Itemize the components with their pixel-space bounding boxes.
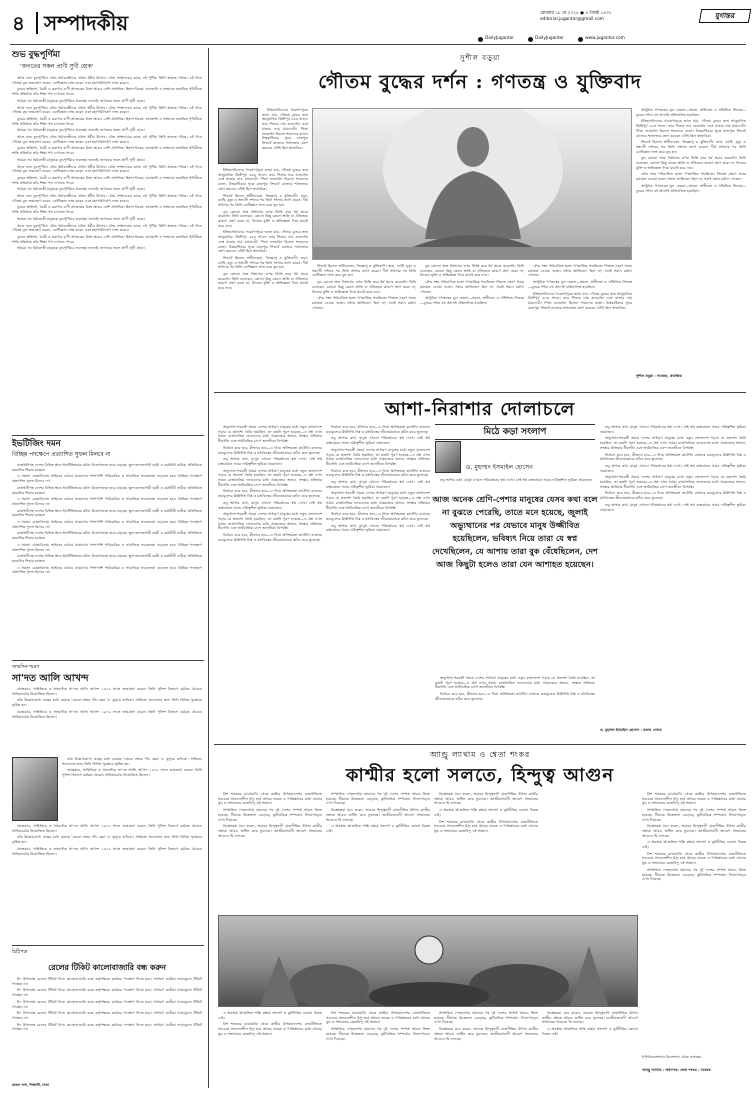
facebook-icon: [528, 37, 533, 42]
tribute-name: সা'দত আলি আখন্দ: [12, 673, 89, 684]
editorial-quote: 'জগতের সকল প্রাণী সুখী হোক': [20, 64, 94, 70]
article3-source: ই-ইন্টারন্যাশনাল রিলেশনস থেকে ভাষান্তর: [642, 1055, 702, 1059]
tribute-body-top: প্রবন্ধকার, সাহিত্যিক ও সাংবাদিক সা'দত আলি আখন্দ ১৯০৯ সালে জন্মগ্রহণ করেন। তিনি পুলিশ বিভাগে কর্মরত থেকেও সাহিত্যচর্চায় নিয়োজিত ছিলেন। তাঁর উল্লেখযোগ্য গ্রন্থের মধ্যে রয়েছে 'তেরো নম্বরে পাঁচ বছর' ও 'কুসুমে কণ্টকে'। সাহিত্যে অবদানের জন্য তিনি বিভিন্ন পুরস্কারে ভূষিত হন। প্রবন্ধকার, সাহিত্যিক ও সাংবাদিক সা'দত আলি আখন্দ ১৯০৯ সালে জন্মগ্রহণ করেন। তিনি পুলিশ বিভাগে কর্মরত থেকেও সাহিত্যচর্চায় নিয়োজিত ছিলেন।: [12, 687, 202, 719]
article1-body-c: সিদ্ধার্থ ছিলেন স্বাধীনচেতা, জিজ্ঞাসু ও যুক্তিবাদী। জরা, ব্যাধি, মৃত্যু ও সন্ন্যাসী দর্শনের পর তিনি সংসার ত্যাগ করেন। দীর্ঘ সাধনার পর তিনি বোধিজ্ঞান লাভ করে বুদ্ধ হন। বুদ্ধ কোনো অন্ধ বিশ্বাসের ওপর ভিত্তি করে ধর্ম প্রচার করেননি। তিনি বলেছেন, কোনো কিছু কেবল শ্রুতি বা ঐতিহ্যের কারণে গ্রহণ করো না; নিজের যুক্তি ও অভিজ্ঞতা দিয়ে যাচাই করে নাও। বৌদ্ধ সংঘ পরিচালিত হতো গণতান্ত্রিক পদ্ধতিতে। সিদ্ধান্ত গ্রহণে সবার মতামত নেওয়া হতো। সংঘে জাতিভেদ ছিল না; সবাই সমান মর্যাদা পেতেন।: [312, 264, 416, 310]
social-bar: [478, 36, 625, 42]
header-date: [540, 11, 612, 23]
date-line: রোববার ১৮ মে ২০২৫ ● ৪ জ্যৈষ্ঠ ১৪৩২: [540, 11, 612, 16]
article2-author: ড. মুহাম্মদ ইসমাইল হোসেন: [466, 464, 533, 471]
editorial-body: রাজধানীসহ দেশের বিভিন্ন স্থানে ইভটিজিংয়ের ঘটনা উদ্বেগজনক হারে বাড়ছে। স্কুল-কলেজগামী ছাত্রী ও কর্মজীবী নারীরা প্রতিনিয়ত হয়রানির শিকার হচ্ছেন। এ সমস্যা মোকাবিলায় আইনের কঠোর প্রয়োগের পাশাপাশি পারিবারিক ও সামাজিক সচেতনতা বাড়াতে হবে। বিচ্ছিন্ন পদক্ষেপে প্রত্যাশিত সুফল মিলবে না। রাজধানীসহ দেশের বিভিন্ন স্থানে ইভটিজিংয়ের ঘটনা উদ্বেগজনক হারে বাড়ছে। স্কুল-কলেজগামী ছাত্রী ও কর্মজীবী নারীরা প্রতিনিয়ত হয়রানির শিকার হচ্ছেন। এ সমস্যা মোকাবিলায় আইনের কঠোর প্রয়োগের পাশাপাশি পারিবারিক ও সামাজিক সচেতনতা বাড়াতে হবে। বিচ্ছিন্ন পদক্ষেপে প্রত্যাশিত সুফল মিলবে না। রাজধানীসহ দেশের বিভিন্ন স্থানে ইভটিজিংয়ের ঘটনা উদ্বেগজনক হারে বাড়ছে। স্কুল-কলেজগামী ছাত্রী ও কর্মজীবী নারীরা প্রতিনিয়ত হয়রানির শিকার হচ্ছেন। এ সমস্যা মোকাবিলায় আইনের কঠোর প্রয়োগের পাশাপাশি পারিবারিক ও সামাজিক সচেতনতা বাড়াতে হবে। বিচ্ছিন্ন পদক্ষেপে প্রত্যাশিত সুফল মিলবে না। রাজধানীসহ দেশের বিভিন্ন স্থানে ইভটিজিংয়ের ঘটনা উদ্বেগজনক হারে বাড়ছে। স্কুল-কলেজগামী ছাত্রী ও কর্মজীবী নারীরা প্রতিনিয়ত হয়রানির শিকার হচ্ছেন। এ সমস্যা মোকাবিলায় আইনের কঠোর প্রয়োগের পাশাপাশি পারিবারিক ও সামাজিক সচেতনতা বাড়াতে হবে। বিচ্ছিন্ন পদক্ষেপে প্রত্যাশিত সুফল মিলবে না। রাজধানীসহ দেশের বিভিন্ন স্থানে ইভটিজিংয়ের ঘটনা উদ্বেগজনক হারে বাড়ছে। স্কুল-কলেজগামী ছাত্রী ও কর্মজীবী নারীরা প্রতিনিয়ত হয়রানির শিকার হচ্ছেন। এ সমস্যা মোকাবিলায় আইনের কঠোর প্রয়োগের পাশাপাশি পারিবারিক ও সামাজিক সচেতনতা বাড়াতে হবে। বিচ্ছিন্ন পদক্ষেপে প্রত্যাশিত সুফল মিলবে না।: [12, 463, 202, 575]
divider: [12, 435, 204, 436]
article2-headline: আশা-নিরাশার দোলাচলে: [384, 399, 576, 420]
article2-body-e: তবু আশার কথা, মানুষ এখনো পরিবর্তনের স্বপ্ন দেখে। সেই স্বপ্ন বাস্তবায়নে সবার দায়িত্বশীল ভূমিকা প্রয়োজন। অভ্যুত্থান-পরবর্তী সময়ে দেশের সাধারণ মানুষের মধ্যে নতুন বাংলাদেশ গড়ার যে প্রত্যাশা তৈরি হয়েছিল, তা কতটা পূরণ হয়েছে—এ প্রশ্ন এখন সর্বত্র। রাজনৈতিক দলগুলোর মধ্যে ঐকমত্যের অভাব, সংস্কার প্রক্রিয়ার ধীরগতি এবং অর্থনৈতিক চাপে জনজীবন বিপর্যস্ত। নির্বাচন কবে হবে, কীভাবে হবে—এ নিয়ে অনিশ্চয়তা কাটেনি। বাজারে দ্রব্যমূল্যের ঊর্ধ্বগতি নিম্ন ও মধ্যবিত্তের জীবনযাত্রাকে কঠিন করে তুলেছে। তবু আশার কথা, মানুষ এখনো পরিবর্তনের স্বপ্ন দেখে। সেই স্বপ্ন বাস্তবায়নে সবার দায়িত্বশীল ভূমিকা প্রয়োজন। অভ্যুত্থান-পরবর্তী সময়ে দেশের সাধারণ মানুষের মধ্যে নতুন বাংলাদেশ গড়ার যে প্রত্যাশা তৈরি হয়েছিল, তা কতটা পূরণ হয়েছে—এ প্রশ্ন এখন সর্বত্র। রাজনৈতিক দলগুলোর মধ্যে ঐকমত্যের অভাব, সংস্কার প্রক্রিয়ার ধীরগতি এবং অর্থনৈতিক চাপে জনজীবন বিপর্যস্ত। নির্বাচন কবে হবে, কীভাবে হবে—এ নিয়ে অনিশ্চয়তা কাটেনি। বাজারে দ্রব্যমূল্যের ঊর্ধ্বগতি নিম্ন ও মধ্যবিত্তের জীবনযাত্রাকে কঠিন করে তুলেছে। তবু আশার কথা, মানুষ এখনো পরিবর্তনের স্বপ্ন দেখে। সেই স্বপ্ন বাস্তবায়নে সবার দায়িত্বশীল ভূমিকা প্রয়োজন।: [600, 425, 746, 512]
editorial-eve-teasing: [12, 439, 202, 663]
left-column-divider: [208, 48, 209, 1088]
article1-author: সুশীল বড়ুয়া: [459, 54, 501, 62]
social-website[interactable]: www.jugantor.com: [578, 36, 625, 42]
article2-credit: ড. মুহাম্মদ ইসমাইল হোসেন : কলাম লেখক: [600, 728, 662, 732]
divider: [12, 945, 204, 946]
buddha-statue-image: [312, 108, 632, 260]
article1-body-d: বুদ্ধ কোনো অন্ধ বিশ্বাসের ওপর ভিত্তি করে ধর্ম প্রচার করেননি। তিনি বলেছেন, কোনো কিছু কেবল শ্রুতি বা ঐতিহ্যের কারণে গ্রহণ করো না; নিজের যুক্তি ও অভিজ্ঞতা দিয়ে যাচাই করে নাও। বৌদ্ধ সংঘ পরিচালিত হতো গণতান্ত্রিক পদ্ধতিতে। সিদ্ধান্ত গ্রহণে সবার মতামত নেওয়া হতো। সংঘে জাতিভেদ ছিল না; সবাই সমান মর্যাদা পেতেন। আধুনিক গণতন্ত্রের মূল চেতনা—সমতা, স্বাধীনতা ও সম্মিলিত সিদ্ধান্ত—বুদ্ধের দর্শনে বহু আগেই প্রতিফলিত হয়েছিল।: [420, 264, 524, 305]
article1-credit: সুশীল বড়ুয়া : গবেষক, প্রাবন্ধিক: [636, 374, 682, 378]
globe-icon: [578, 37, 583, 42]
article1-body-a: ইতিহাসবিদদের গবেষণাসূত্রে জানা যায়, গৌতম বুদ্ধের জন্ম আনুমানিক খ্রিস্টপূর্ব ৫৬৩ সালে। তার পিতার নাম শুদ্ধোধন এবং মাতার নাম মায়াদেবী। পিতা শুদ্ধোধন ছিলেন শাক্যদের রাজা। উত্তরাধিকার সূত্রে রাজপুত্র সিদ্ধার্থ রাজ্যের শাসনভার গ্রহণ করবেন এটাই ছিল স্বাভাবিক।: [262, 108, 308, 150]
article2-body-b: নির্বাচন কবে হবে, কীভাবে হবে—এ নিয়ে অনিশ্চয়তা কাটেনি। বাজারে দ্রব্যমূল্যের ঊর্ধ্বগতি নিম্ন ও মধ্যবিত্তের জীবনযাত্রাকে কঠিন করে তুলেছে। তবু আশার কথা, মানুষ এখনো পরিবর্তনের স্বপ্ন দেখে। সেই স্বপ্ন বাস্তবায়নে সবার দায়িত্বশীল ভূমিকা প্রয়োজন। অভ্যুত্থান-পরবর্তী সময়ে দেশের সাধারণ মানুষের মধ্যে নতুন বাংলাদেশ গড়ার যে প্রত্যাশা তৈরি হয়েছিল, তা কতটা পূরণ হয়েছে—এ প্রশ্ন এখন সর্বত্র। রাজনৈতিক দলগুলোর মধ্যে ঐকমত্যের অভাব, সংস্কার প্রক্রিয়ার ধীরগতি এবং অর্থনৈতিক চাপে জনজীবন বিপর্যস্ত। নির্বাচন কবে হবে, কীভাবে হবে—এ নিয়ে অনিশ্চয়তা কাটেনি। বাজারে দ্রব্যমূল্যের ঊর্ধ্বগতি নিম্ন ও মধ্যবিত্তের জীবনযাত্রাকে কঠিন করে তুলেছে। তবু আশার কথা, মানুষ এখনো পরিবর্তনের স্বপ্ন দেখে। সেই স্বপ্ন বাস্তবায়নে সবার দায়িত্বশীল ভূমিকা প্রয়োজন। অভ্যুত্থান-পরবর্তী সময়ে দেশের সাধারণ মানুষের মধ্যে নতুন বাংলাদেশ গড়ার যে প্রত্যাশা তৈরি হয়েছিল, তা কতটা পূরণ হয়েছে—এ প্রশ্ন এখন সর্বত্র। রাজনৈতিক দলগুলোর মধ্যে ঐকমত্যের অভাব, সংস্কার প্রক্রিয়ার ধীরগতি এবং অর্থনৈতিক চাপে জনজীবন বিপর্যস্ত। নির্বাচন কবে হবে, কীভাবে হবে—এ নিয়ে অনিশ্চয়তা কাটেনি। বাজারে দ্রব্যমূল্যের ঊর্ধ্বগতি নিম্ন ও মধ্যবিত্তের জীবনযাত্রাকে কঠিন করে তুলেছে। তবু আশার কথা, মানুষ এখনো পরিবর্তনের স্বপ্ন দেখে। সেই স্বপ্ন বাস্তবায়নে সবার দায়িত্বশীল ভূমিকা প্রয়োজন।: [326, 425, 430, 533]
newspaper-logo: যুগান্তর: [699, 9, 751, 23]
article3-authors: অ্যান্ড্রু ল্যাথাম ও শ্বেতা শংকর: [429, 750, 531, 759]
header-rule: [10, 44, 746, 45]
article2-body-c: তবু আশার কথা, মানুষ এখনো পরিবর্তনের স্বপ্ন দেখে। সেই স্বপ্ন বাস্তবায়নে সবার দায়িত্বশীল ভূমিকা প্রয়োজন।: [440, 478, 593, 482]
article3-body-c: বিশ্লেষকরা মনে করেন, ভারতে হিন্দুত্ববাদী রাজনীতির উত্থান কাশ্মীর প্রশ্নকে আরও জটিল করে তুলেছে। জাতীয়তাবাদী আবেগ সংঘাতের আগুনে ঘি ঢালছে। এ অবস্থায় আঞ্চলিক শান্তি রক্ষায় সংলাপ ও কূটনীতির কোনো বিকল্প নেই। বিশ শতকের মাঝামাঝি থেকে কাশ্মীর উপমহাদেশের রাজনীতিতে সবচেয়ে সংবেদনশীল ইস্যু হয়ে আছে। ভারত ও পাকিস্তানের মধ্যে বহুবার যুদ্ধ ও সংঘাতের কেন্দ্রবিন্দু এই অঞ্চল।: [434, 792, 538, 833]
kashmir-protest-image: [218, 915, 638, 1007]
article3-body-h: বিশ শতকের মাঝামাঝি থেকে কাশ্মীর উপমহাদেশের রাজনীতিতে সবচেয়ে সংবেদনশীল ইস্যু হয়ে আছে। ভারত ও পাকিস্তানের মধ্যে বহুবার যুদ্ধ ও সংঘাতের কেন্দ্রবিন্দু এই অঞ্চল। সাম্প্রতিক পেহেলগাম হামলার পর দুই দেশের সম্পর্ক আরও তিক্ত হয়েছে। সীমান্তে উত্তেজনা বেড়েছে, কূটনৈতিক সম্পর্কেও টানাপোড়েন দেখা দিয়েছে। বিশ্লেষকরা মনে করেন, ভারতে হিন্দুত্ববাদী রাজনীতির উত্থান কাশ্মীর প্রশ্নকে আরও জটিল করে তুলেছে। জাতীয়তাবাদী আবেগ সংঘাতের আগুনে ঘি ঢালছে। এ অবস্থায় আঞ্চলিক শান্তি রক্ষায় সংলাপ ও কূটনীতির কোনো বিকল্প নেই। বিশ শতকের মাঝামাঝি থেকে কাশ্মীর উপমহাদেশের রাজনীতিতে সবচেয়ে সংবেদনশীল ইস্যু হয়ে আছে। ভারত ও পাকিস্তানের মধ্যে বহুবার যুদ্ধ ও সংঘাতের কেন্দ্রবিন্দু এই অঞ্চল। সাম্প্রতিক পেহেলগাম হামলার পর দুই দেশের সম্পর্ক আরও তিক্ত হয়েছে। সীমান্তে উত্তেজনা বেড়েছে, কূটনৈতিক সম্পর্কেও টানাপোড়েন দেখা দিয়েছে।: [642, 792, 746, 882]
tribute-body-side: তাঁর উল্লেখযোগ্য গ্রন্থের মধ্যে রয়েছে 'তেরো নম্বরে পাঁচ বছর' ও 'কুসুমে কণ্টকে'। সাহিত্যে অবদানের জন্য তিনি বিভিন্ন পুরস্কারে ভূষিত হন। প্রবন্ধকার, সাহিত্যিক ও সাংবাদিক সা'দত আলি আখন্দ ১৯০৯ সালে জন্মগ্রহণ করেন। তিনি পুলিশ বিভাগে কর্মরত থেকেও সাহিত্যচর্চায় নিয়োজিত ছিলেন।: [62, 757, 202, 778]
tribute-kicker: জন্মদিন-স্মরণ: [12, 664, 40, 670]
x-icon: [478, 37, 483, 42]
protest-crowd-icon: [219, 916, 638, 1007]
article3-body-e: বিশ শতকের মাঝামাঝি থেকে কাশ্মীর উপমহাদেশের রাজনীতিতে সবচেয়ে সংবেদনশীল ইস্যু হয়ে আছে। ভারত ও পাকিস্তানের মধ্যে বহুবার যুদ্ধ ও সংঘাতের কেন্দ্রবিন্দু এই অঞ্চল। সাম্প্রতিক পেহেলগাম হামলার পর দুই দেশের সম্পর্ক আরও তিক্ত হয়েছে। সীমান্তে উত্তেজনা বেড়েছে, কূটনৈতিক সম্পর্কেও টানাপোড়েন দেখা দিয়েছে।: [326, 1011, 430, 1041]
article2-kicker: মিঠে কড়া সংলাপ: [435, 424, 595, 440]
letters-signature: রাজন দাস, শিক্ষার্থী, ঢাকা: [12, 1083, 50, 1087]
article2-author-photo: [435, 441, 461, 473]
article3-body-d: এ অবস্থায় আঞ্চলিক শান্তি রক্ষায় সংলাপ ও কূটনীতির কোনো বিকল্প নেই। বিশ শতকের মাঝামাঝি থেকে কাশ্মীর উপমহাদেশের রাজনীতিতে সবচেয়ে সংবেদনশীল ইস্যু হয়ে আছে। ভারত ও পাকিস্তানের মধ্যে বহুবার যুদ্ধ ও সংঘাতের কেন্দ্রবিন্দু এই অঞ্চল।: [218, 1011, 322, 1036]
article1-body-e: বৌদ্ধ সংঘ পরিচালিত হতো গণতান্ত্রিক পদ্ধতিতে। সিদ্ধান্ত গ্রহণে সবার মতামত নেওয়া হতো। সংঘে জাতিভেদ ছিল না; সবাই সমান মর্যাদা পেতেন। আধুনিক গণতন্ত্রের মূল চেতনা—সমতা, স্বাধীনতা ও সম্মিলিত সিদ্ধান্ত—বুদ্ধের দর্শনে বহু আগেই প্রতিফলিত হয়েছিল। ইতিহাসবিদদের গবেষণাসূত্রে জানা যায়, গৌতম বুদ্ধের জন্ম আনুমানিক খ্রিস্টপূর্ব ৫৬৩ সালে। তার পিতার নাম শুদ্ধোধন এবং মাতার নাম মায়াদেবী। পিতা শুদ্ধোধন ছিলেন শাক্যদের রাজা। উত্তরাধিকার সূত্রে রাজপুত্র সিদ্ধার্থ রাজ্যের শাসনভার গ্রহণ করবেন এটাই ছিল স্বাভাবিক।: [528, 264, 632, 310]
article3-headline: কাশ্মীর হলো সলতে, হিন্দুত্ব আগুন: [345, 765, 615, 786]
editorial-buddha-purnima: [12, 50, 202, 448]
article3-body-f: সাম্প্রতিক পেহেলগাম হামলার পর দুই দেশের সম্পর্ক আরও তিক্ত হয়েছে। সীমান্তে উত্তেজনা বেড়েছে, কূটনৈতিক সম্পর্কেও টানাপোড়েন দেখা দিয়েছে। বিশ্লেষকরা মনে করেন, ভারতে হিন্দুত্ববাদী রাজনীতির উত্থান কাশ্মীর প্রশ্নকে আরও জটিল করে তুলেছে। জাতীয়তাবাদী আবেগ সংঘাতের আগুনে ঘি ঢালছে।: [434, 1011, 538, 1041]
article2-body-d: অভ্যুত্থান-পরবর্তী সময়ে দেশের সাধারণ মানুষের মধ্যে নতুন বাংলাদেশ গড়ার যে প্রত্যাশা তৈরি হয়েছিল, তা কতটা পূরণ হয়েছে—এ প্রশ্ন এখন সর্বত্র। রাজনৈতিক দলগুলোর মধ্যে ঐকমত্যের অভাব, সংস্কার প্রক্রিয়ার ধীরগতি এবং অর্থনৈতিক চাপে জনজীবন বিপর্যস্ত। নির্বাচন কবে হবে, কীভাবে হবে—এ নিয়ে অনিশ্চয়তা কাটেনি। বাজারে দ্রব্যমূল্যের ঊর্ধ্বগতি নিম্ন ও মধ্যবিত্তের জীবনযাত্রাকে কঠিন করে তুলেছে।: [435, 676, 595, 701]
article1-author-photo: [218, 108, 258, 164]
section-title: সম্পাদকীয়: [36, 12, 128, 34]
article3-body-a: বিশ শতকের মাঝামাঝি থেকে কাশ্মীর উপমহাদেশের রাজনীতিতে সবচেয়ে সংবেদনশীল ইস্যু হয়ে আছে। ভারত ও পাকিস্তানের মধ্যে বহুবার যুদ্ধ ও সংঘাতের কেন্দ্রবিন্দু এই অঞ্চল। সাম্প্রতিক পেহেলগাম হামলার পর দুই দেশের সম্পর্ক আরও তিক্ত হয়েছে। সীমান্তে উত্তেজনা বেড়েছে, কূটনৈতিক সম্পর্কেও টানাপোড়েন দেখা দিয়েছে। বিশ্লেষকরা মনে করেন, ভারতে হিন্দুত্ববাদী রাজনীতির উত্থান কাশ্মীর প্রশ্নকে আরও জটিল করে তুলেছে। জাতীয়তাবাদী আবেগ সংঘাতের আগুনে ঘি ঢালছে।: [218, 792, 322, 838]
article3-body-b: সাম্প্রতিক পেহেলগাম হামলার পর দুই দেশের সম্পর্ক আরও তিক্ত হয়েছে। সীমান্তে উত্তেজনা বেড়েছে, কূটনৈতিক সম্পর্কেও টানাপোড়েন দেখা দিয়েছে। বিশ্লেষকরা মনে করেন, ভারতে হিন্দুত্ববাদী রাজনীতির উত্থান কাশ্মীর প্রশ্নকে আরও জটিল করে তুলেছে। জাতীয়তাবাদী আবেগ সংঘাতের আগুনে ঘি ঢালছে। এ অবস্থায় আঞ্চলিক শান্তি রক্ষায় সংলাপ ও কূটনীতির কোনো বিকল্প নেই।: [326, 792, 430, 833]
page-number: ৪: [12, 11, 25, 35]
email-line: editorial.jugantor@gmail.com: [540, 17, 604, 22]
social-facebook[interactable]: DailyJugantor: [528, 36, 564, 42]
social-x[interactable]: DailyJugantor: [478, 36, 514, 42]
article3-body-g: বিশ্লেষকরা মনে করেন, ভারতে হিন্দুত্ববাদী রাজনীতির উত্থান কাশ্মীর প্রশ্নকে আরও জটিল করে তুলেছে। জাতীয়তাবাদী আবেগ সংঘাতের আগুনে ঘি ঢালছে। এ অবস্থায় আঞ্চলিক শান্তি রক্ষায় সংলাপ ও কূটনীতির কোনো বিকল্প নেই।: [542, 1011, 638, 1036]
divider: [12, 660, 204, 661]
tribute-body-bottom: প্রবন্ধকার, সাহিত্যিক ও সাংবাদিক সা'দত আলি আখন্দ ১৯০৯ সালে জন্মগ্রহণ করেন। তিনি পুলিশ বিভাগে কর্মরত থেকেও সাহিত্যচর্চায় নিয়োজিত ছিলেন। তাঁর উল্লেখযোগ্য গ্রন্থের মধ্যে রয়েছে 'তেরো নম্বরে পাঁচ বছর' ও 'কুসুমে কণ্টকে'। সাহিত্যে অবদানের জন্য তিনি বিভিন্ন পুরস্কারে ভূষিত হন। প্রবন্ধকার, সাহিত্যিক ও সাংবাদিক সা'দত আলি আখন্দ ১৯০৯ সালে জন্মগ্রহণ করেন। তিনি পুলিশ বিভাগে কর্মরত থেকেও সাহিত্যচর্চায় নিয়োজিত ছিলেন।: [12, 824, 202, 856]
article1-headline: গৌতম বুদ্ধের দর্শন : গণতন্ত্র ও যুক্তিবাদ: [318, 71, 642, 93]
article2-pull-quote: আজ অনেক শ্রেণি-পেশার মানুষের যেসব কথা বলে না বুঝতে পেরেছি, তাতে মনে হয়েছে, জুলাই অভ্যুত্থানের পর যেভাবে মানুষ উজ্জীবিত হয়েছিলেন, ভবিষ্যৎ নিয়ে তারা যে স্বপ্ন দেখেছিলেন, যে আশায় তারা বুক বেঁধেছিলেন, দেশ আজ কিছুটা হলেও তারা যেন আশাহত হয়েছেন।: [432, 494, 598, 569]
article1-body-f: আধুনিক গণতন্ত্রের মূল চেতনা—সমতা, স্বাধীনতা ও সম্মিলিত সিদ্ধান্ত—বুদ্ধের দর্শনে বহু আগেই প্রতিফলিত হয়েছিল। ইতিহাসবিদদের গবেষণাসূত্রে জানা যায়, গৌতম বুদ্ধের জন্ম আনুমানিক খ্রিস্টপূর্ব ৫৬৩ সালে। তার পিতার নাম শুদ্ধোধন এবং মাতার নাম মায়াদেবী। পিতা শুদ্ধোধন ছিলেন শাক্যদের রাজা। উত্তরাধিকার সূত্রে রাজপুত্র সিদ্ধার্থ রাজ্যের শাসনভার গ্রহণ করবেন এটাই ছিল স্বাভাবিক। সিদ্ধার্থ ছিলেন স্বাধীনচেতা, জিজ্ঞাসু ও যুক্তিবাদী। জরা, ব্যাধি, মৃত্যু ও সন্ন্যাসী দর্শনের পর তিনি সংসার ত্যাগ করেন। দীর্ঘ সাধনার পর তিনি বোধিজ্ঞান লাভ করে বুদ্ধ হন। বুদ্ধ কোনো অন্ধ বিশ্বাসের ওপর ভিত্তি করে ধর্ম প্রচার করেননি। তিনি বলেছেন, কোনো কিছু কেবল শ্রুতি বা ঐতিহ্যের কারণে গ্রহণ করো না; নিজের যুক্তি ও অভিজ্ঞতা দিয়ে যাচাই করে নাও। বৌদ্ধ সংঘ পরিচালিত হতো গণতান্ত্রিক পদ্ধতিতে। সিদ্ধান্ত গ্রহণে সবার মতামত নেওয়া হতো। সংঘে জাতিভেদ ছিল না; সবাই সমান মর্যাদা পেতেন। আধুনিক গণতন্ত্রের মূল চেতনা—সমতা, স্বাধীনতা ও সম্মিলিত সিদ্ধান্ত—বুদ্ধের দর্শনে বহু আগেই প্রতিফলিত হয়েছিল।: [636, 108, 746, 193]
letters-kicker: চিঠিপত্র: [12, 949, 28, 955]
editorial-title: ইভটিজিং দমন: [12, 439, 61, 449]
article1-body-b: ইতিহাসবিদদের গবেষণাসূত্রে জানা যায়, গৌতম বুদ্ধের জন্ম আনুমানিক খ্রিস্টপূর্ব ৫৬৩ সালে। তার পিতার নাম শুদ্ধোধন এবং মাতার নাম মায়াদেবী। পিতা শুদ্ধোধন ছিলেন শাক্যদের রাজা। উত্তরাধিকার সূত্রে রাজপুত্র সিদ্ধার্থ রাজ্যের শাসনভার গ্রহণ করবেন এটাই ছিল স্বাভাবিক। সিদ্ধার্থ ছিলেন স্বাধীনচেতা, জিজ্ঞাসু ও যুক্তিবাদী। জরা, ব্যাধি, মৃত্যু ও সন্ন্যাসী দর্শনের পর তিনি সংসার ত্যাগ করেন। দীর্ঘ সাধনার পর তিনি বোধিজ্ঞান লাভ করে বুদ্ধ হন। বুদ্ধ কোনো অন্ধ বিশ্বাসের ওপর ভিত্তি করে ধর্ম প্রচার করেননি। তিনি বলেছেন, কোনো কিছু কেবল শ্রুতি বা ঐতিহ্যের কারণে গ্রহণ করো না; নিজের যুক্তি ও অভিজ্ঞতা দিয়ে যাচাই করে নাও। ইতিহাসবিদদের গবেষণাসূত্রে জানা যায়, গৌতম বুদ্ধের জন্ম আনুমানিক খ্রিস্টপূর্ব ৫৬৩ সালে। তার পিতার নাম শুদ্ধোধন এবং মাতার নাম মায়াদেবী। পিতা শুদ্ধোধন ছিলেন শাক্যদের রাজা। উত্তরাধিকার সূত্রে রাজপুত্র সিদ্ধার্থ রাজ্যের শাসনভার গ্রহণ করবেন এটাই ছিল স্বাভাবিক। সিদ্ধার্থ ছিলেন স্বাধীনচেতা, জিজ্ঞাসু ও যুক্তিবাদী। জরা, ব্যাধি, মৃত্যু ও সন্ন্যাসী দর্শনের পর তিনি সংসার ত্যাগ করেন। দীর্ঘ সাধনার পর তিনি বোধিজ্ঞান লাভ করে বুদ্ধ হন। বুদ্ধ কোনো অন্ধ বিশ্বাসের ওপর ভিত্তি করে ধর্ম প্রচার করেননি। তিনি বলেছেন, কোনো কিছু কেবল শ্রুতি বা ঐতিহ্যের কারণে গ্রহণ করো না; নিজের যুক্তি ও অভিজ্ঞতা দিয়ে যাচাই করে নাও।: [218, 168, 308, 291]
article2-body-a: অভ্যুত্থান-পরবর্তী সময়ে দেশের সাধারণ মানুষের মধ্যে নতুন বাংলাদেশ গড়ার যে প্রত্যাশা তৈরি হয়েছিল, তা কতটা পূরণ হয়েছে—এ প্রশ্ন এখন সর্বত্র। রাজনৈতিক দলগুলোর মধ্যে ঐকমত্যের অভাব, সংস্কার প্রক্রিয়ার ধীরগতি এবং অর্থনৈতিক চাপে জনজীবন বিপর্যস্ত। নির্বাচন কবে হবে, কীভাবে হবে—এ নিয়ে অনিশ্চয়তা কাটেনি। বাজারে দ্রব্যমূল্যের ঊর্ধ্বগতি নিম্ন ও মধ্যবিত্তের জীবনযাত্রাকে কঠিন করে তুলেছে। তবু আশার কথা, মানুষ এখনো পরিবর্তনের স্বপ্ন দেখে। সেই স্বপ্ন বাস্তবায়নে সবার দায়িত্বশীল ভূমিকা প্রয়োজন। অভ্যুত্থান-পরবর্তী সময়ে দেশের সাধারণ মানুষের মধ্যে নতুন বাংলাদেশ গড়ার যে প্রত্যাশা তৈরি হয়েছিল, তা কতটা পূরণ হয়েছে—এ প্রশ্ন এখন সর্বত্র। রাজনৈতিক দলগুলোর মধ্যে ঐকমত্যের অভাব, সংস্কার প্রক্রিয়ার ধীরগতি এবং অর্থনৈতিক চাপে জনজীবন বিপর্যস্ত। নির্বাচন কবে হবে, কীভাবে হবে—এ নিয়ে অনিশ্চয়তা কাটেনি। বাজারে দ্রব্যমূল্যের ঊর্ধ্বগতি নিম্ন ও মধ্যবিত্তের জীবনযাত্রাকে কঠিন করে তুলেছে। তবু আশার কথা, মানুষ এখনো পরিবর্তনের স্বপ্ন দেখে। সেই স্বপ্ন বাস্তবায়নে সবার দায়িত্বশীল ভূমিকা প্রয়োজন। অভ্যুত্থান-পরবর্তী সময়ে দেশের সাধারণ মানুষের মধ্যে নতুন বাংলাদেশ গড়ার যে প্রত্যাশা তৈরি হয়েছিল, তা কতটা পূরণ হয়েছে—এ প্রশ্ন এখন সর্বত্র। রাজনৈতিক দলগুলোর মধ্যে ঐকমত্যের অভাব, সংস্কার প্রক্রিয়ার ধীরগতি এবং অর্থনৈতিক চাপে জনজীবন বিপর্যস্ত। নির্বাচন কবে হবে, কীভাবে হবে—এ নিয়ে অনিশ্চয়তা কাটেনি। বাজারে দ্রব্যমূল্যের ঊর্ধ্বগতি নিম্ন ও মধ্যবিত্তের জীবনযাত্রাকে কঠিন করে তুলেছে।: [218, 425, 322, 542]
letters-title: রেলের টিকিট কালোবাজারি বন্ধ করুন: [48, 963, 166, 972]
letters-box: [12, 949, 202, 1088]
tribute-box: [12, 664, 202, 896]
tribute-portrait: [12, 757, 58, 821]
letters-body: ঈদ উপলক্ষে রেলের টিকিট নিয়ে কালোবাজারি বন্ধে কর্তৃপক্ষকে কার্যকর পদক্ষেপ নিতে হবে। সাধারণ যাত্রীরা ন্যায্যমূল্যে টিকিট পাচ্ছেন না। ঈদ উপলক্ষে রেলের টিকিট নিয়ে কালোবাজারি বন্ধে কর্তৃপক্ষকে কার্যকর পদক্ষেপ নিতে হবে। সাধারণ যাত্রীরা ন্যায্যমূল্যে টিকিট পাচ্ছেন না। ঈদ উপলক্ষে রেলের টিকিট নিয়ে কালোবাজারি বন্ধে কর্তৃপক্ষকে কার্যকর পদক্ষেপ নিতে হবে। সাধারণ যাত্রীরা ন্যায্যমূল্যে টিকিট পাচ্ছেন না। ঈদ উপলক্ষে রেলের টিকিট নিয়ে কালোবাজারি বন্ধে কর্তৃপক্ষকে কার্যকর পদক্ষেপ নিতে হবে। সাধারণ যাত্রীরা ন্যায্যমূল্যে টিকিট পাচ্ছেন না। ঈদ উপলক্ষে রেলের টিকিট নিয়ে কালোবাজারি বন্ধে কর্তৃপক্ষকে কার্যকর পদক্ষেপ নিতে হবে। সাধারণ যাত্রীরা ন্যায্যমূল্যে টিকিট পাচ্ছেন না।: [12, 977, 202, 1032]
buddha-figure-icon: [313, 109, 632, 260]
editorial-subtitle: বিচ্ছিন্ন পদক্ষেপে প্রত্যাশিত সুফল মিলবে না: [12, 452, 111, 458]
article3-credit: অ্যান্ড্রু ল্যাথাম : অধ্যাপক; শ্বেতা শংকর : গবেষক: [642, 1068, 711, 1072]
divider: [214, 392, 746, 393]
editorial-title: শুভ বুদ্ধপূর্ণিমা: [12, 50, 61, 60]
editorial-body: আজ শুভ বুদ্ধপূর্ণিমা। বৌদ্ধ ধর্মাবলম্বীদের প্রধান ধর্মীয় উৎসব। বৌদ্ধ সম্প্রদায়ের কাছে এই পূর্ণিমা তিথি অত্যন্ত পবিত্র। এই দিনে গৌতম বুদ্ধ জন্মগ্রহণ করেন, বোধিজ্ঞান লাভ করেন এবং মহাপরিনির্বাণ লাভ করেন। বুদ্ধের অহিংসা, মৈত্রী ও করুণার বাণী আজকের বিশ্বে আরও বেশি প্রাসঙ্গিক। হিংসা-বিদ্বেষ, হানাহানি ও সংঘাতে জর্জরিত পৃথিবীতে শান্তি প্রতিষ্ঠায় তাঁর শিক্ষা পথ দেখাতে পারে। আমরা সব ধর্মাবলম্বী মানুষকে বুদ্ধপূর্ণিমার শুভেচ্ছা জানাই। জগতের সকল প্রাণী সুখী হোক। আজ শুভ বুদ্ধপূর্ণিমা। বৌদ্ধ ধর্মাবলম্বীদের প্রধান ধর্মীয় উৎসব। বৌদ্ধ সম্প্রদায়ের কাছে এই পূর্ণিমা তিথি অত্যন্ত পবিত্র। এই দিনে গৌতম বুদ্ধ জন্মগ্রহণ করেন, বোধিজ্ঞান লাভ করেন এবং মহাপরিনির্বাণ লাভ করেন। বুদ্ধের অহিংসা, মৈত্রী ও করুণার বাণী আজকের বিশ্বে আরও বেশি প্রাসঙ্গিক। হিংসা-বিদ্বেষ, হানাহানি ও সংঘাতে জর্জরিত পৃথিবীতে শান্তি প্রতিষ্ঠায় তাঁর শিক্ষা পথ দেখাতে পারে। আমরা সব ধর্মাবলম্বী মানুষকে বুদ্ধপূর্ণিমার শুভেচ্ছা জানাই। জগতের সকল প্রাণী সুখী হোক। আজ শুভ বুদ্ধপূর্ণিমা। বৌদ্ধ ধর্মাবলম্বীদের প্রধান ধর্মীয় উৎসব। বৌদ্ধ সম্প্রদায়ের কাছে এই পূর্ণিমা তিথি অত্যন্ত পবিত্র। এই দিনে গৌতম বুদ্ধ জন্মগ্রহণ করেন, বোধিজ্ঞান লাভ করেন এবং মহাপরিনির্বাণ লাভ করেন। বুদ্ধের অহিংসা, মৈত্রী ও করুণার বাণী আজকের বিশ্বে আরও বেশি প্রাসঙ্গিক। হিংসা-বিদ্বেষ, হানাহানি ও সংঘাতে জর্জরিত পৃথিবীতে শান্তি প্রতিষ্ঠায় তাঁর শিক্ষা পথ দেখাতে পারে। আমরা সব ধর্মাবলম্বী মানুষকে বুদ্ধপূর্ণিমার শুভেচ্ছা জানাই। জগতের সকল প্রাণী সুখী হোক। আজ শুভ বুদ্ধপূর্ণিমা। বৌদ্ধ ধর্মাবলম্বীদের প্রধান ধর্মীয় উৎসব। বৌদ্ধ সম্প্রদায়ের কাছে এই পূর্ণিমা তিথি অত্যন্ত পবিত্র। এই দিনে গৌতম বুদ্ধ জন্মগ্রহণ করেন, বোধিজ্ঞান লাভ করেন এবং মহাপরিনির্বাণ লাভ করেন। বুদ্ধের অহিংসা, মৈত্রী ও করুণার বাণী আজকের বিশ্বে আরও বেশি প্রাসঙ্গিক। হিংসা-বিদ্বেষ, হানাহানি ও সংঘাতে জর্জরিত পৃথিবীতে শান্তি প্রতিষ্ঠায় তাঁর শিক্ষা পথ দেখাতে পারে। আমরা সব ধর্মাবলম্বী মানুষকে বুদ্ধপূর্ণিমার শুভেচ্ছা জানাই। জগতের সকল প্রাণী সুখী হোক। আজ শুভ বুদ্ধপূর্ণিমা। বৌদ্ধ ধর্মাবলম্বীদের প্রধান ধর্মীয় উৎসব। বৌদ্ধ সম্প্রদায়ের কাছে এই পূর্ণিমা তিথি অত্যন্ত পবিত্র। এই দিনে গৌতম বুদ্ধ জন্মগ্রহণ করেন, বোধিজ্ঞান লাভ করেন এবং মহাপরিনির্বাণ লাভ করেন। বুদ্ধের অহিংসা, মৈত্রী ও করুণার বাণী আজকের বিশ্বে আরও বেশি প্রাসঙ্গিক। হিংসা-বিদ্বেষ, হানাহানি ও সংঘাতে জর্জরিত পৃথিবীতে শান্তি প্রতিষ্ঠায় তাঁর শিক্ষা পথ দেখাতে পারে। আমরা সব ধর্মাবলম্বী মানুষকে বুদ্ধপূর্ণিমার শুভেচ্ছা জানাই। জগতের সকল প্রাণী সুখী হোক। আজ শুভ বুদ্ধপূর্ণিমা। বৌদ্ধ ধর্মাবলম্বীদের প্রধান ধর্মীয় উৎসব। বৌদ্ধ সম্প্রদায়ের কাছে এই পূর্ণিমা তিথি অত্যন্ত পবিত্র। এই দিনে গৌতম বুদ্ধ জন্মগ্রহণ করেন, বোধিজ্ঞান লাভ করেন এবং মহাপরিনির্বাণ লাভ করেন। বুদ্ধের অহিংসা, মৈত্রী ও করুণার বাণী আজকের বিশ্বে আরও বেশি প্রাসঙ্গিক। হিংসা-বিদ্বেষ, হানাহানি ও সংঘাতে জর্জরিত পৃথিবীতে শান্তি প্রতিষ্ঠায় তাঁর শিক্ষা পথ দেখাতে পারে। আমরা সব ধর্মাবলম্বী মানুষকে বুদ্ধপূর্ণিমার শুভেচ্ছা জানাই। জগতের সকল প্রাণী সুখী হোক।: [12, 76, 202, 251]
divider: [214, 744, 746, 745]
